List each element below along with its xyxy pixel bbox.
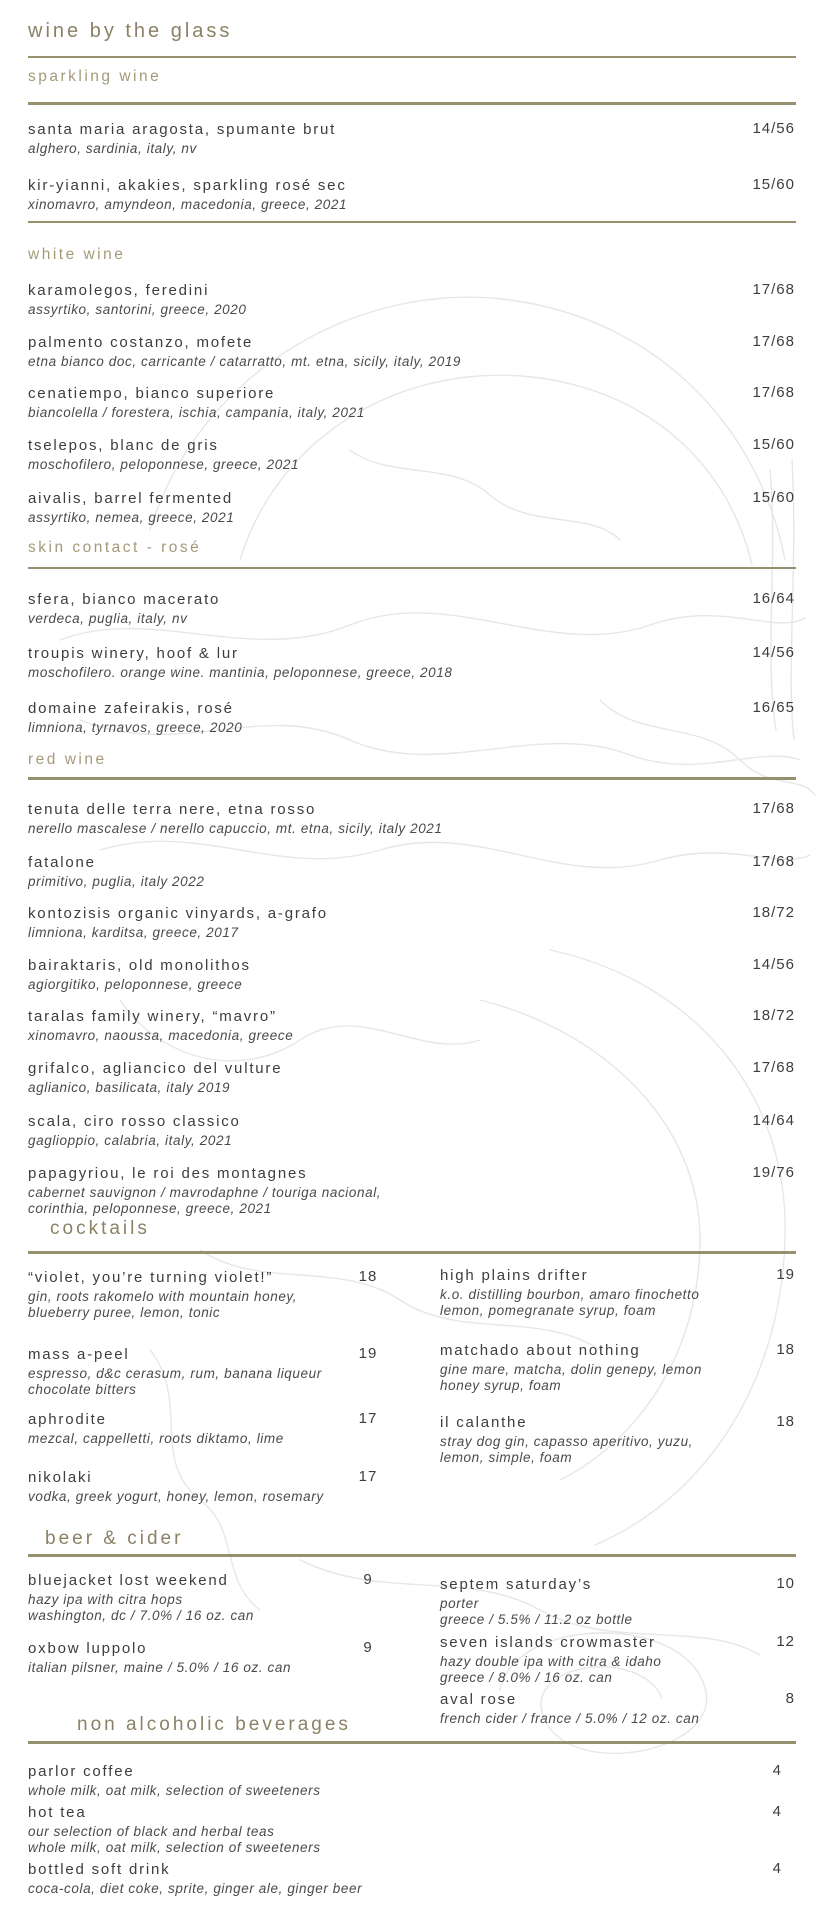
item-description: whole milk, oat milk, selection of sweeteners bbox=[28, 1783, 321, 1798]
item-description: moschofilero. orange wine. mantinia, peloponnese, greece, 2018 bbox=[28, 665, 453, 680]
item-price: 9 bbox=[363, 1639, 373, 1656]
item-name: domaine zafeirakis, rosé bbox=[28, 700, 234, 717]
menu-item bbox=[28, 1112, 795, 1149]
item-name: troupis winery, hoof & lur bbox=[28, 645, 239, 662]
item-description: hazy double ipa with citra & idaho bbox=[440, 1654, 662, 1669]
menu-item bbox=[28, 1571, 398, 1624]
menu-item bbox=[28, 1468, 398, 1505]
item-price: 17/68 bbox=[752, 384, 795, 401]
item-price: 14/56 bbox=[752, 120, 795, 137]
menu-item bbox=[28, 436, 795, 473]
item-name: kir-yianni, akakies, sparkling rosé sec bbox=[28, 177, 347, 194]
item-description: mezcal, cappelletti, roots diktamo, lime bbox=[28, 1431, 284, 1446]
item-price: 14/56 bbox=[752, 644, 795, 661]
item-price: 17/68 bbox=[752, 853, 795, 870]
item-name: septem saturday’s bbox=[440, 1576, 593, 1593]
menu-item bbox=[28, 333, 795, 370]
item-price: 19 bbox=[776, 1266, 795, 1283]
item-description: aglianico, basilicata, italy 2019 bbox=[28, 1080, 231, 1095]
item-name: parlor coffee bbox=[28, 1763, 135, 1780]
item-price: 18 bbox=[358, 1268, 378, 1285]
menu-item bbox=[440, 1575, 795, 1628]
item-name: tenuta delle terra nere, etna rosso bbox=[28, 801, 317, 818]
menu-item bbox=[28, 904, 795, 941]
subsection-label-skin-contact-rose: skin contact - rosé bbox=[28, 539, 202, 556]
menu-item bbox=[440, 1633, 795, 1686]
menu-item bbox=[28, 853, 795, 890]
divider bbox=[28, 221, 796, 223]
item-name: bottled soft drink bbox=[28, 1861, 171, 1878]
divider bbox=[28, 1741, 796, 1744]
menu-item bbox=[28, 120, 795, 157]
item-price: 14/64 bbox=[752, 1112, 795, 1129]
item-description: lemon, simple, foam bbox=[440, 1450, 573, 1465]
divider bbox=[28, 102, 796, 105]
menu-item bbox=[440, 1341, 795, 1394]
menu-item bbox=[28, 1860, 795, 1897]
item-price: 18/72 bbox=[752, 1007, 795, 1024]
menu-item bbox=[440, 1266, 795, 1319]
menu-item bbox=[28, 1268, 398, 1321]
menu-item bbox=[28, 1007, 795, 1044]
item-price: 17/68 bbox=[752, 1059, 795, 1076]
item-description: biancolella / forestera, ischia, campania, italy, 2021 bbox=[28, 405, 365, 420]
item-description: agiorgitiko, peloponnese, greece bbox=[28, 977, 243, 992]
item-price: 4 bbox=[772, 1803, 782, 1820]
item-name: papagyriou, le roi des montagnes bbox=[28, 1165, 308, 1182]
menu-item bbox=[28, 1410, 398, 1447]
divider bbox=[28, 777, 796, 780]
item-name: palmento costanzo, mofete bbox=[28, 334, 254, 351]
item-name: fatalone bbox=[28, 854, 96, 871]
item-description: verdeca, puglia, italy, nv bbox=[28, 611, 188, 626]
divider bbox=[28, 1251, 796, 1254]
item-name: “violet, you’re turning violet!” bbox=[28, 1269, 274, 1286]
item-name: bluejacket lost weekend bbox=[28, 1572, 229, 1589]
menu-item bbox=[28, 1639, 398, 1676]
item-description: gine mare, matcha, dolin genepy, lemon bbox=[440, 1362, 702, 1377]
item-price: 8 bbox=[785, 1690, 795, 1707]
subsection-label-red: red wine bbox=[28, 751, 107, 768]
menu-item bbox=[28, 281, 795, 318]
item-description: coca-cola, diet coke, sprite, ginger ale, ginger beer bbox=[28, 1881, 363, 1896]
section-title-beer-cider: beer & cider bbox=[45, 1528, 184, 1549]
item-description: corinthia, peloponnese, greece, 2021 bbox=[28, 1201, 272, 1216]
item-description: whole milk, oat milk, selection of sweeteners bbox=[28, 1840, 321, 1855]
item-description: vodka, greek yogurt, honey, lemon, rosemary bbox=[28, 1489, 324, 1504]
item-description: k.o. distilling bourbon, amaro finochetto bbox=[440, 1287, 700, 1302]
subsection-label-sparkling: sparkling wine bbox=[28, 68, 162, 85]
item-description: etna bianco doc, carricante / catarratto, mt. etna, sicily, italy, 2019 bbox=[28, 354, 462, 369]
menu-item bbox=[440, 1413, 795, 1466]
item-name: il calanthe bbox=[440, 1414, 528, 1431]
item-description: chocolate bitters bbox=[28, 1382, 137, 1397]
item-description: washington, dc / 7.0% / 16 oz. can bbox=[28, 1608, 255, 1623]
item-description: hazy ipa with citra hops bbox=[28, 1592, 183, 1607]
section-title-wine: wine by the glass bbox=[28, 20, 233, 42]
item-price: 17/68 bbox=[752, 333, 795, 350]
menu-item bbox=[28, 1762, 795, 1799]
item-description: french cider / france / 5.0% / 12 oz. can bbox=[440, 1711, 700, 1726]
menu-item bbox=[28, 1164, 795, 1217]
item-name: high plains drifter bbox=[440, 1267, 589, 1284]
divider bbox=[28, 567, 796, 569]
item-name: karamolegos, feredini bbox=[28, 282, 210, 299]
item-description: stray dog gin, capasso aperitivo, yuzu, bbox=[440, 1434, 694, 1449]
item-name: nikolaki bbox=[28, 1469, 93, 1486]
item-name: seven islands crowmaster bbox=[440, 1634, 656, 1651]
item-description: assyrtiko, nemea, greece, 2021 bbox=[28, 510, 235, 525]
item-name: kontozisis organic vinyards, a-grafo bbox=[28, 905, 328, 922]
menu-item bbox=[28, 956, 795, 993]
item-name: aval rose bbox=[440, 1691, 518, 1708]
section-title-cocktails: cocktails bbox=[50, 1218, 150, 1239]
item-description: assyrtiko, santorini, greece, 2020 bbox=[28, 302, 247, 317]
item-description: italian pilsner, maine / 5.0% / 16 oz. can bbox=[28, 1660, 292, 1675]
item-name: grifalco, agliancico del vulture bbox=[28, 1060, 283, 1077]
item-price: 19 bbox=[358, 1345, 378, 1362]
menu-item bbox=[28, 1059, 795, 1096]
item-name: matchado about nothing bbox=[440, 1342, 641, 1359]
item-price: 14/56 bbox=[752, 956, 795, 973]
item-price: 19/76 bbox=[752, 1164, 795, 1181]
item-price: 15/60 bbox=[752, 176, 795, 193]
item-name: taralas family winery, “mavro” bbox=[28, 1008, 277, 1025]
item-description: alghero, sardinia, italy, nv bbox=[28, 141, 197, 156]
menu-item bbox=[440, 1690, 795, 1727]
menu-item bbox=[28, 176, 795, 213]
menu-item bbox=[28, 800, 795, 837]
item-description: greece / 8.0% / 16 oz. can bbox=[440, 1670, 613, 1685]
item-description: porter bbox=[440, 1596, 479, 1611]
item-description: gaglioppio, calabria, italy, 2021 bbox=[28, 1133, 233, 1148]
item-price: 16/65 bbox=[752, 699, 795, 716]
menu-item bbox=[28, 699, 795, 736]
item-description: xinomavro, naoussa, macedonia, greece bbox=[28, 1028, 294, 1043]
item-name: aphrodite bbox=[28, 1411, 107, 1428]
item-price: 16/64 bbox=[752, 590, 795, 607]
menu-item bbox=[28, 489, 795, 526]
item-description: moschofilero, peloponnese, greece, 2021 bbox=[28, 457, 300, 472]
item-price: 10 bbox=[776, 1575, 795, 1592]
item-price: 15/60 bbox=[752, 436, 795, 453]
menu-item bbox=[28, 384, 795, 421]
item-description: limniona, tyrnavos, greece, 2020 bbox=[28, 720, 243, 735]
item-name: sfera, bianco macerato bbox=[28, 591, 221, 608]
item-description: nerello mascalese / nerello capuccio, mt. etna, sicily, italy 2021 bbox=[28, 821, 443, 836]
section-title-non-alcoholic: non alcoholic beverages bbox=[77, 1714, 351, 1735]
item-price: 9 bbox=[363, 1571, 373, 1588]
item-price: 17/68 bbox=[752, 800, 795, 817]
item-price: 18/72 bbox=[752, 904, 795, 921]
item-description: espresso, d&c cerasum, rum, banana liqueur bbox=[28, 1366, 322, 1381]
item-price: 15/60 bbox=[752, 489, 795, 506]
item-description: primitivo, puglia, italy 2022 bbox=[28, 874, 205, 889]
divider bbox=[28, 1554, 796, 1557]
item-name: scala, ciro rosso classico bbox=[28, 1113, 241, 1130]
item-name: mass a-peel bbox=[28, 1346, 130, 1363]
subsection-label-white: white wine bbox=[28, 246, 126, 263]
menu-item bbox=[28, 644, 795, 681]
item-description: lemon, pomegranate syrup, foam bbox=[440, 1303, 657, 1318]
item-description: cabernet sauvignon / mavrodaphne / touriga nacional, bbox=[28, 1185, 382, 1200]
item-name: aivalis, barrel fermented bbox=[28, 490, 234, 507]
item-price: 12 bbox=[776, 1633, 795, 1650]
item-description: gin, roots rakomelo with mountain honey, bbox=[28, 1289, 298, 1304]
item-name: bairaktaris, old monolithos bbox=[28, 957, 251, 974]
item-price: 4 bbox=[772, 1762, 782, 1779]
item-description: honey syrup, foam bbox=[440, 1378, 562, 1393]
item-description: xinomavro, amyndeon, macedonia, greece, 2021 bbox=[28, 197, 348, 212]
menu-item bbox=[28, 1803, 795, 1856]
item-name: santa maria aragosta, spumante brut bbox=[28, 121, 337, 138]
item-price: 18 bbox=[776, 1341, 795, 1358]
item-description: blueberry puree, lemon, tonic bbox=[28, 1305, 221, 1320]
menu-item bbox=[28, 1345, 398, 1398]
item-name: oxbow luppolo bbox=[28, 1640, 148, 1657]
item-description: limniona, karditsa, greece, 2017 bbox=[28, 925, 239, 940]
item-price: 17 bbox=[358, 1410, 378, 1427]
item-price: 17/68 bbox=[752, 281, 795, 298]
item-name: tselepos, blanc de gris bbox=[28, 437, 219, 454]
item-name: cenatiempo, bianco superiore bbox=[28, 385, 276, 402]
item-name: hot tea bbox=[28, 1804, 87, 1821]
item-description: greece / 5.5% / 11.2 oz bottle bbox=[440, 1612, 633, 1627]
divider bbox=[28, 56, 796, 58]
item-description: our selection of black and herbal teas bbox=[28, 1824, 275, 1839]
item-price: 17 bbox=[358, 1468, 378, 1485]
item-price: 4 bbox=[772, 1860, 782, 1877]
item-price: 18 bbox=[776, 1413, 795, 1430]
menu-item bbox=[28, 590, 795, 627]
